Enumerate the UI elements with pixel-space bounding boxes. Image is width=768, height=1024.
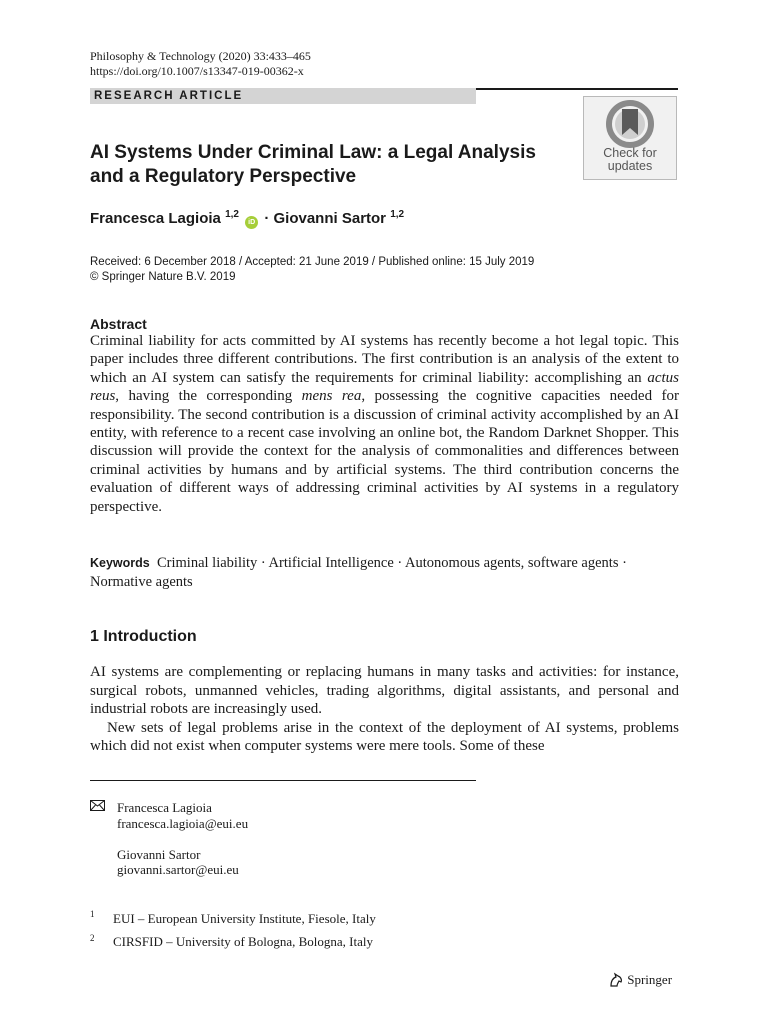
badge-label-line1: Check for (603, 146, 657, 160)
orcid-icon[interactable]: iD (245, 216, 258, 229)
article-type-label: RESEARCH ARTICLE (94, 90, 244, 102)
footnote-number: 2 (90, 933, 95, 943)
footnote-number: 1 (90, 909, 95, 919)
keywords-list: Criminal liability · Artificial Intelligence · Autonomous agents, software agents · Normative agents (90, 555, 627, 590)
springer-horse-icon (608, 972, 624, 987)
correspondence-email[interactable]: giovanni.sartor@eui.eu (117, 862, 239, 877)
paragraph: AI systems are complementing or replacing humans in many tasks and activities: for instance, surgical robots, unmanned vehicles, trading algorithms, digital assistants, and personal and industrial robots are increasingly used. (90, 664, 679, 718)
copyright-notice: © Springer Nature B.V. 2019 (90, 271, 236, 283)
check-for-updates-badge[interactable] (583, 96, 677, 180)
correspondence-name: Francesca Lagioia (117, 800, 212, 815)
footnote-text: EUI – European University Institute, Fiesole, Italy (113, 911, 376, 926)
badge-label-line2: updates (607, 159, 653, 173)
author-name[interactable]: Giovanni Sartor (273, 210, 387, 227)
publisher-name: Springer (627, 972, 673, 987)
footnote-text: CIRSFID – University of Bologna, Bologna, Italy (113, 934, 373, 949)
journal-citation: Philosophy & Technology (2020) 33:433–465 (90, 49, 311, 63)
footnote-rule (90, 780, 476, 781)
publication-dates: Received: 6 December 2018 / Accepted: 21 June 2019 / Published online: 15 July 2019 (90, 256, 535, 268)
section-title: Introduction (103, 628, 197, 645)
paragraph: New sets of legal problems arise in the context of the deployment of AI systems, problems which did not exist when computer systems were mere tools. Some of these (90, 719, 679, 755)
abstract-heading: Abstract (90, 316, 147, 332)
bookmark-ring-icon (584, 97, 676, 149)
doi-link[interactable]: https://doi.org/10.1007/s13347-019-00362-x (90, 64, 304, 78)
latin-term: actus reus (90, 369, 679, 405)
correspondence-email[interactable]: francesca.lagioia@eui.eu (117, 816, 249, 831)
abstract-part: , having the corresponding (115, 388, 302, 405)
author-name[interactable]: Francesca Lagioia (90, 210, 221, 227)
paper-title: AI Systems Under Criminal Law: a Legal Analysis and a Regulatory Perspective (90, 142, 536, 187)
header-rule (476, 88, 678, 90)
section-number: 1 (90, 628, 99, 645)
abstract-part: , possessing the cognitive capacities needed for responsibility. The second contribution is a discussion of criminal activity accomplished by an AI entity, with reference to a recent case involving an online bot, the Random Darknet Shopper. This discussion will provide the context for the analysis of commonalities and differences between criminal activities by humans and by artificial systems. The third contribution concerns the evaluation of different ways of addressing criminal activities by AI systems in a regulatory perspective. (90, 388, 679, 515)
section-heading (90, 627, 197, 647)
publisher-mark (608, 972, 672, 988)
author-affiliation-marker: 1,2 (225, 209, 239, 220)
keywords-label: Keywords (90, 556, 150, 570)
abstract-text (90, 332, 679, 516)
latin-term: mens rea (301, 388, 362, 405)
author-affiliation-marker: 1,2 (390, 209, 405, 220)
keywords (90, 554, 685, 591)
abstract-part: Criminal liability for acts committed by AI systems has recently become a hot legal topic. This paper includes three different contributions. The first contribution is an analysis of the extent to which an AI system can satisfy the requirements for criminal liability: accomplishing an (90, 333, 679, 386)
author-separator: · (264, 210, 270, 227)
correspondence-name: Giovanni Sartor (117, 847, 201, 862)
envelope-icon (90, 800, 105, 811)
introduction-body (90, 663, 679, 756)
author-line (90, 210, 404, 229)
